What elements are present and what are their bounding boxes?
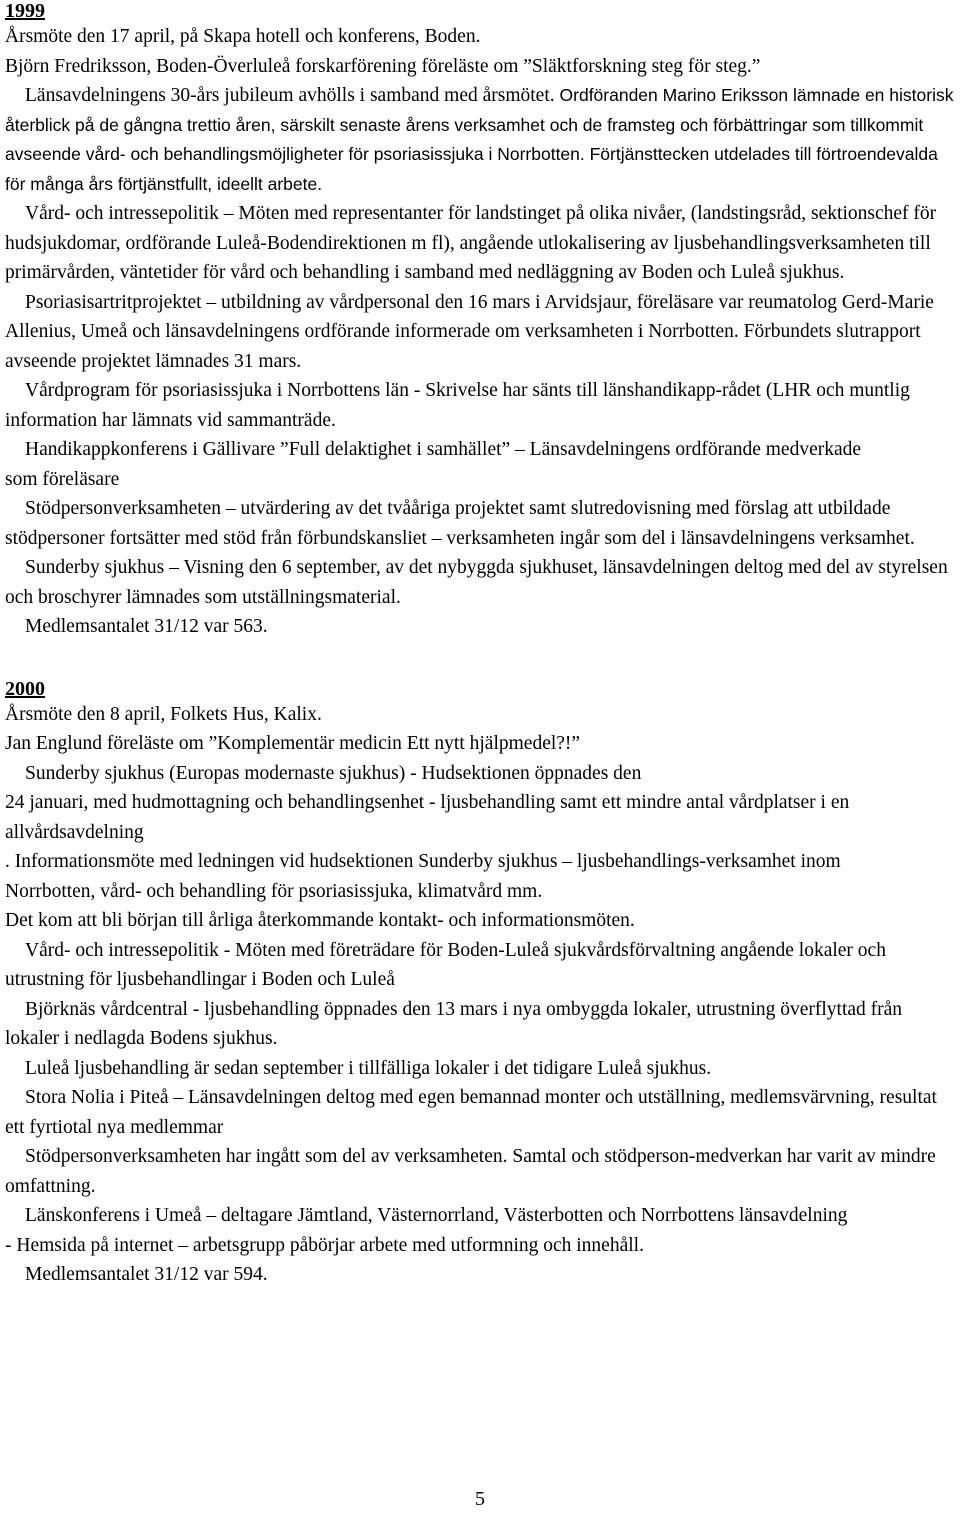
paragraph: Vård- och intressepolitik - Möten med företrädare för Boden-Luleå sjukvårdsförvaltning angående lokaler och utrustning för ljusbehandlingar i Boden och Luleå: [5, 939, 886, 990]
paragraph: Stödpersonverksamheten – utvärdering av det tvååriga projektet samt slutredovisning med förslag att utbildade stödpersoner fortsätter med stöd från förbundskansliet – verksamheten ingår som del i länsavdelningens verksamhet.: [5, 498, 915, 549]
paragraph-group: [5, 81, 955, 199]
year-heading: 2000: [5, 677, 45, 700]
paragraph: Stora Nolia i Piteå – Länsavdelningen deltog med egen bemannad monter och utställning, medlemsvärvning, resultat ett fyrtiotal nya medlemmar: [5, 1087, 937, 1138]
paragraph: Det kom att bli början till årliga återkommande kontakt- och informationsmöten.: [5, 910, 635, 931]
section-gap: [5, 642, 955, 678]
paragraph: Stödpersonverksamheten har ingått som del av verksamheten. Samtal och stödperson-medverkan har varit av mindre omfattning.: [5, 1146, 936, 1197]
paragraph: Årsmöte den 17 april, på Skapa hotell och konferens, Boden.: [5, 26, 481, 47]
paragraph: Medlemsantalet 31/12 var 594.: [25, 1264, 268, 1285]
paragraph: Medlemsantalet 31/12 var 563.: [25, 616, 268, 637]
paragraph: Länskonferens i Umeå – deltagare Jämtland, Västernorrland, Västerbotten och Norrbottens länsavdelning: [25, 1205, 848, 1226]
paragraph: Björn Fredriksson, Boden-Överluleå forskarförening föreläste om ”Släktforskning steg för steg.”: [5, 55, 761, 77]
paragraph: Vårdprogram för psoriasissjuka i Norrbottens län - Skrivelse har sänts till länshandikapp-rådet (LHR och muntlig information har lämnats vid sammanträde.: [5, 380, 910, 431]
section-2000: [5, 678, 955, 1290]
page-number: 5: [475, 1488, 485, 1510]
document-page: [5, 0, 955, 1290]
paragraph: Björknäs vårdcentral - ljusbehandling öppnades den 13 mars i nya ombyggda lokaler, utrustning överflyttad från lokaler i nedlagda Bodens sjukhus.: [5, 998, 903, 1049]
year-heading: 1999: [5, 0, 45, 22]
section-1999: [5, 0, 955, 642]
paragraph: Vård- och intressepolitik – Möten med representanter för landstinget på olika nivåer, (landstingsråd, sektionschef för hudsjukdomar, ordförande Luleå-Bodendirektionen m fl), angående utlokalisering av ljusbehandlingsverksamheten till primärvården, väntetider för vård och behandling i samband med nedläggning av Boden och Luleå sjukhus.: [5, 203, 937, 283]
paragraph: Jan Englund föreläste om ”Komplementär medicin Ett nytt hjälpmedel?!”: [5, 733, 581, 754]
paragraph: Sunderby sjukhus (Europas modernaste sjukhus) - Hudsektionen öppnades den: [25, 762, 642, 784]
paragraph: Psoriasisartritprojektet – utbildning av vårdpersonal den 16 mars i Arvidsjaur, föreläsare var reumatolog Gerd-Marie Allenius, Umeå och länsavdelningens ordförande informerade om verksamheten i Norrbotten. Förbundets slutrapport avseende projektet lämnades 31 mars.: [5, 291, 934, 372]
paragraph: 24 januari, med hudmottagning och behandlingsenhet - ljusbehandling samt ett mindre antal vårdplatser i en allvårdsavdelning: [5, 792, 850, 843]
paragraph: Luleå ljusbehandling är sedan september i tillfälliga lokaler i det tidigare Luleå sjukhus.: [25, 1057, 712, 1079]
paragraph: Årsmöte den 8 april, Folkets Hus, Kalix.: [5, 703, 322, 725]
paragraph: Sunderby sjukhus – Visning den 6 september, av det nybyggda sjukhuset, länsavdelningen deltog med del av styrelsen och broschyrer lämnades som utställningsmaterial.: [5, 557, 948, 608]
paragraph: . Informationsmöte med ledningen vid hudsektionen Sunderby sjukhus – ljusbehandlings-verksamhet inom Norrbotten, vård- och behandling för psoriasissjuka, klimatvård mm.: [5, 851, 841, 902]
paragraph: Ordföranden Marino Eriksson lämnade en historisk återblick på de gångna trettio åren, särskilt senaste årens verksamhet och de framsteg och förbättringar som tillkommit avseende vård- och behandlingsmöjligheter för psoriasissjuka i Norrbotten. Förtjänsttecken utdelades till förtroendevalda för många års förtjänstfullt, ideellt arbete.: [5, 85, 954, 194]
paragraph: Handikappkonferens i Gällivare ”Full delaktighet i samhället” – Länsavdelningens ordförande medverkade som föreläsare: [5, 439, 862, 490]
paragraph: Länsavdelningens 30-års jubileum avhölls i samband med årsmötet.: [25, 85, 555, 106]
paragraph: - Hemsida på internet – arbetsgrupp påbörjar arbete med utformning och innehåll.: [5, 1234, 644, 1256]
